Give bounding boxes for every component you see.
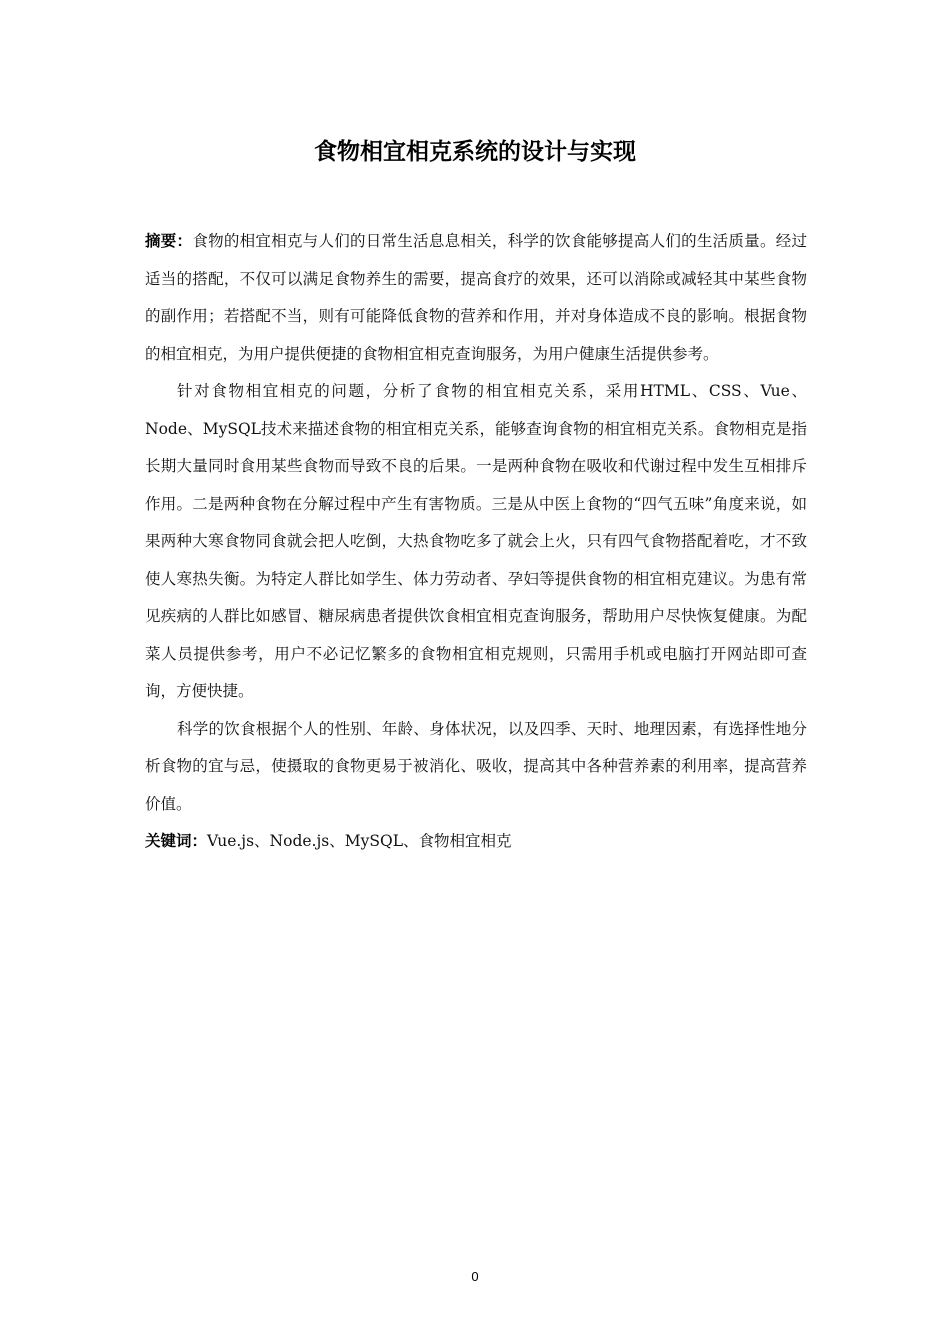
body-paragraph-2: 针对食物相宜相克的问题，分析了食物的相宜相克关系，采用HTML、CSS、Vue、Node、MySQL技术来描述食物的相宜相克关系，能够查询食物的相宜相克关系。食物相克是指长期大量同时食用某些食物而导致不良的后果。一是两种食物在吸收和代谢过程中发生互相排斥作用。二是两种食物在分解过程中产生有害物质。三是从中医上食物的“四气五味”角度来说，如果两种大寒食物同食就会把人吃倒，大热食物吃多了就会上火，只有四气食物搭配着吃，才不致使人寒热失衡。为特定人群比如学生、体力劳动者、孕妇等提供食物的相宜相克建议。为患有常见疾病的人群比如感冒、糖尿病患者提供饮食相宜相克查询服务，帮助用户尽快恢复健康。为配菜人员提供参考，用户不必记忆繁多的食物相宜相克规则，只需用手机或电脑打开网站即可查询，方便快捷。 [145,382,807,700]
body-paragraph-3: 科学的饮食根据个人的性别、年龄、身体状况，以及四季、天时、地理因素，有选择性地分析食物的宜与忌，使摄取的食物更易于被消化、吸收，提高其中各种营养素的利用率，提高营养价值。 [145,719,807,813]
keywords-text: Vue.js、Node.js、MySQL、食物相宜相克 [207,832,512,850]
document-title: 食物相宜相克系统的设计与实现 [314,139,636,165]
abstract-label: 摘要： [145,232,193,250]
keywords-label: 关键词： [145,832,208,850]
abstract-text: 食物的相宜相克与人们的日常生活息息相关，科学的饮食能够提高人们的生活质量。经过适当的搭配，不仅可以满足食物养生的需要，提高食疗的效果，还可以消除或减轻其中某些食物的副作用；若搭配不当，则有可能降低食物的营养和作用，并对身体造成不良的影响。根据食物的相宜相克，为用户提供便捷的食物相宜相克查询服务，为用户健康生活提供参考。 [145,232,807,363]
keywords-line [145,823,807,861]
document-body [145,223,807,861]
abstract-paragraph [145,223,807,373]
page-number: 0 [471,1269,479,1284]
